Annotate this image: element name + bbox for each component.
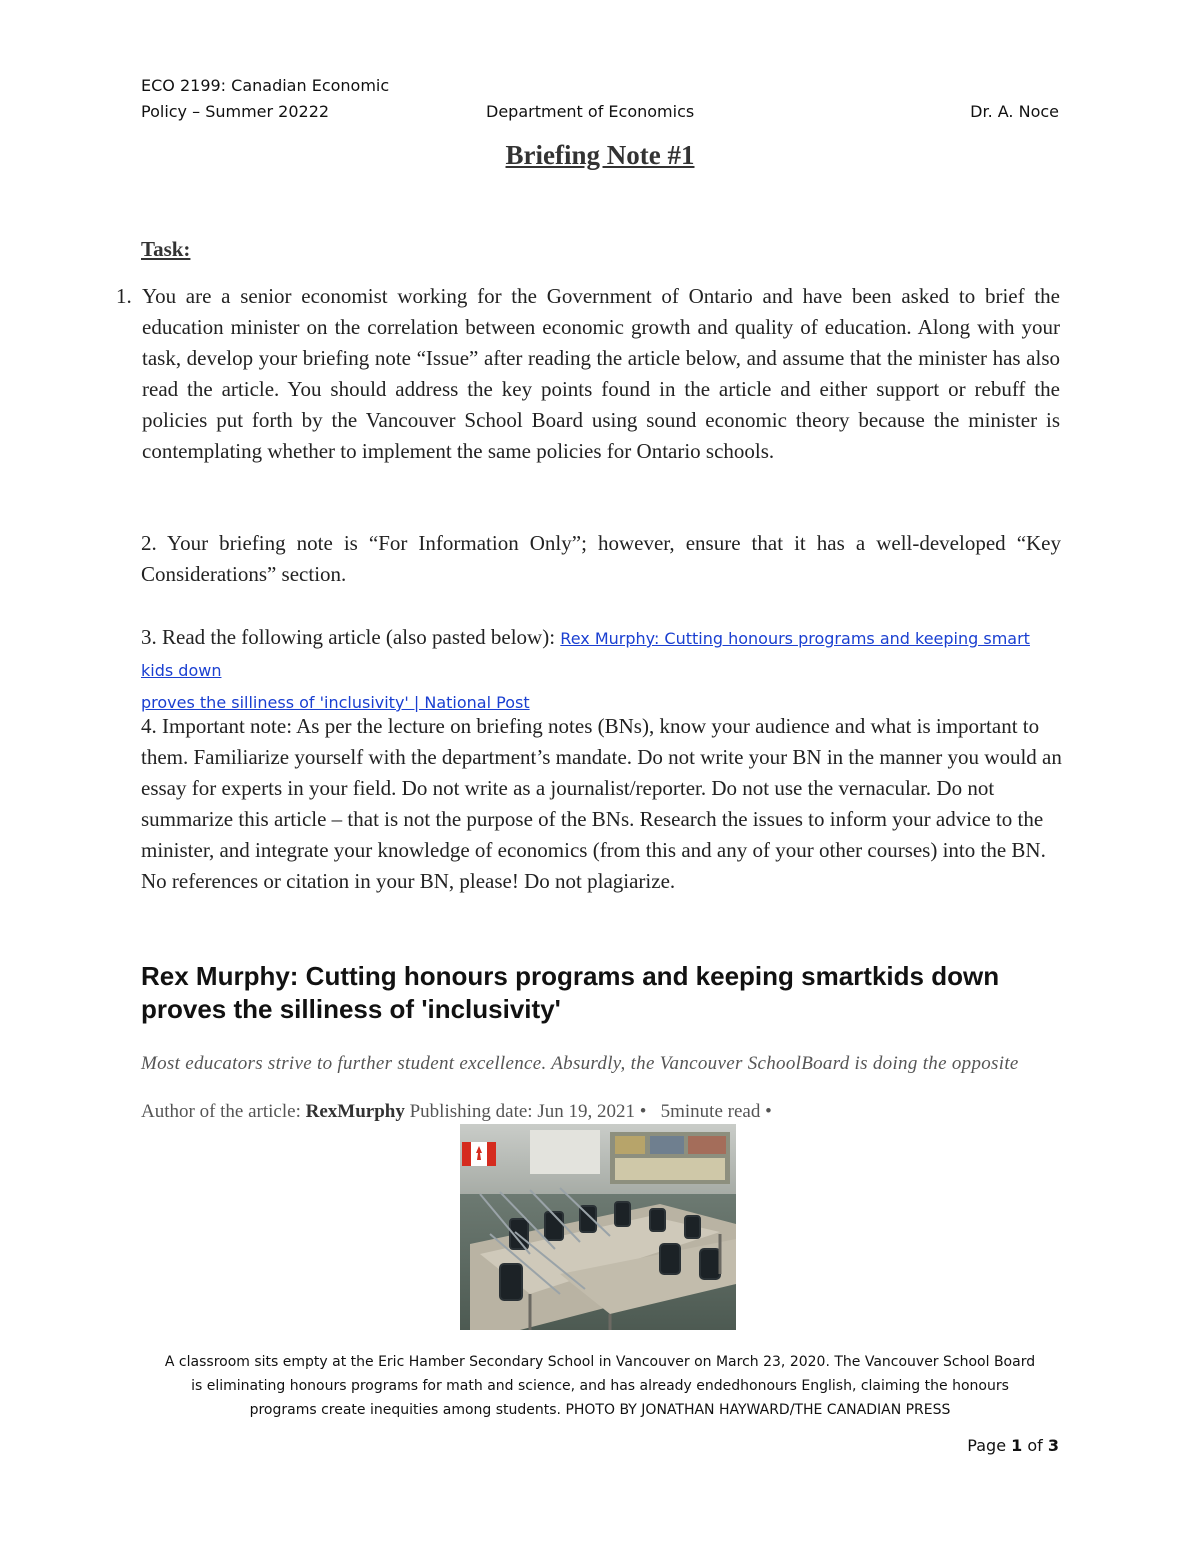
caption-line-1: A classroom sits empty at the Eric Hamber Secondary School in Vancouver on March 23, 2020. The Vancouver School Board bbox=[164, 1354, 1036, 1370]
page-total: 3 bbox=[1047, 1436, 1059, 1455]
course-title-line1: ECO 2199: Canadian Economic bbox=[141, 76, 390, 95]
instructor-header: Dr. A. Noce bbox=[970, 102, 1059, 121]
article-title: Rex Murphy: Cutting honours programs and keeping smartkids down proves the silliness of 'inclusivity' bbox=[141, 961, 1000, 1024]
task-item-2: 2. Your briefing note is “For Information Only”; however, ensure that it has a well-developed “Key Considerations” section. bbox=[141, 531, 1061, 586]
page-number bbox=[967, 1436, 1059, 1455]
task-item-1-text: You are a senior economist working for the Government of Ontario and have been asked to brief the education minister on the correlation between economic growth and quality of education. Along with your task, develop your briefing note “Issue” after reading the article below, and assume that the minister has also read the article. You should address the key points found in the article and either support or rebuff the policies put forth by the Vancouver School Board using sound economic theory because the minister is contemplating whether to implement the same policies for Ontario schools. bbox=[142, 284, 1060, 463]
task-item-4: 4. Important note: As per the lecture on briefing notes (BNs), know your audience and what is important to them. Familiarize yourself with the department’s mandate. Do not write your BN in the manner you would an essay for experts in your field. Do not write as a journalist/reporter. Do not use the vernacular. Do not summarize this article – that is not the purpose of the BNs. Research the issues to inform your advice to the minister, and integrate your knowledge of economics (from this and any of your other courses) into the BN. No references or citation in your BN, please! Do not plagiarize. bbox=[141, 714, 1062, 893]
course-header bbox=[141, 73, 389, 125]
publishing-date: Publishing date: Jun 19, 2021 • bbox=[404, 1101, 652, 1122]
article-subtitle: Most educators strive to further student excellence. Absurdly, the Vancouver SchoolBoard is doing the opposite bbox=[141, 1053, 1019, 1074]
article-link-continued[interactable]: proves the silliness of 'inclusivity' | National Post bbox=[141, 693, 530, 712]
task-item-3-text: 3. Read the following article (also pasted below): bbox=[141, 625, 561, 649]
article-link[interactable]: Rex Murphy: Cutting honours programs and keeping smart kids down bbox=[141, 629, 1030, 680]
page-title: Briefing Note #1 bbox=[505, 140, 695, 170]
task-heading: Task: bbox=[141, 237, 191, 261]
classroom-photo bbox=[460, 1124, 736, 1330]
task-item-3 bbox=[141, 622, 1061, 718]
article-meta bbox=[141, 1099, 1041, 1124]
department-header: Department of Economics bbox=[486, 102, 695, 121]
caption-line-3: programs create inequities among students. PHOTO BY JONATHAN HAYWARD/THE CANADIAN PRESS bbox=[249, 1402, 951, 1418]
read-time: 5minute read • bbox=[660, 1101, 772, 1122]
task-item-1 bbox=[116, 281, 1060, 467]
page-current: 1 bbox=[1011, 1436, 1023, 1455]
author-name: RexMurphy bbox=[305, 1101, 405, 1122]
course-title-line2: Policy – Summer 20222 bbox=[141, 102, 330, 121]
page-label: Page bbox=[967, 1436, 1012, 1455]
author-label: Author of the article: bbox=[141, 1101, 306, 1122]
photo-caption bbox=[0, 1350, 1200, 1422]
task-item-1-number: 1. bbox=[116, 284, 132, 308]
caption-line-2: is eliminating honours programs for math and science, and has already endedhonours English, claiming the honours bbox=[191, 1378, 1009, 1394]
page-of-label: of bbox=[1022, 1436, 1048, 1455]
